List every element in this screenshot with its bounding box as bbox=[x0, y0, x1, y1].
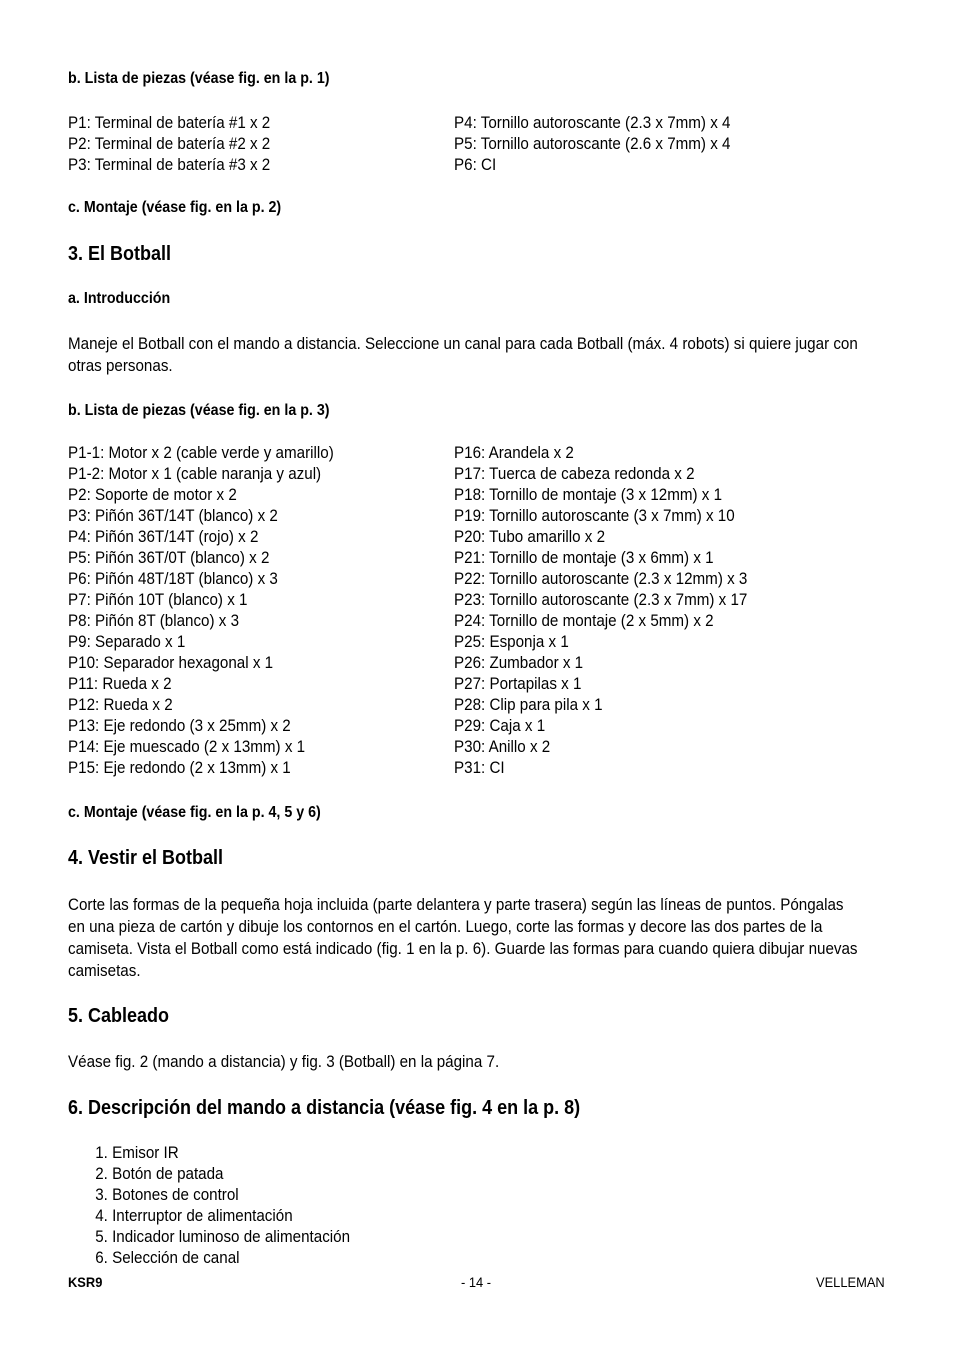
list-item: P16: Arandela x 2 bbox=[454, 444, 574, 462]
parts-list-heading-1: b. Lista de piezas (véase fig. en la p. 1) bbox=[68, 70, 330, 87]
list-item: 1. Emisor IR bbox=[112, 1143, 350, 1164]
list-item: 3. Botones de control bbox=[112, 1185, 350, 1206]
footer-brand: VELLEMAN bbox=[816, 1274, 885, 1290]
wiring-paragraph: Véase fig. 2 (mando a distancia) y fig. 3 (Botball) en la página 7. bbox=[68, 1053, 500, 1071]
list-item: P5: Tornillo autoroscante (2.6 x 7mm) x 4 bbox=[454, 135, 731, 153]
list-item: P29: Caja x 1 bbox=[454, 717, 546, 735]
list-item: 6. Selección de canal bbox=[112, 1248, 350, 1269]
list-item: 2. Botón de patada bbox=[112, 1164, 350, 1185]
list-item: P15: Eje redondo (2 x 13mm) x 1 bbox=[68, 759, 291, 777]
list-item: P24: Tornillo de montaje (2 x 5mm) x 2 bbox=[454, 612, 714, 630]
list-item: P1-2: Motor x 1 (cable naranja y azul) bbox=[68, 465, 322, 483]
list-item: P19: Tornillo autoroscante (3 x 7mm) x 10 bbox=[454, 507, 735, 525]
list-item: P2: Soporte de motor x 2 bbox=[68, 486, 237, 504]
list-item: P3: Piñón 36T/14T (blanco) x 2 bbox=[68, 507, 278, 525]
list-item: P14: Eje muescado (2 x 13mm) x 1 bbox=[68, 738, 306, 756]
intro-heading: a. Introducción bbox=[68, 290, 171, 307]
list-item: P21: Tornillo de montaje (3 x 6mm) x 1 bbox=[454, 549, 714, 567]
dress-paragraph: Corte las formas de la pequeña hoja incluida (parte delantera y parte trasera) según las líneas de puntos. Póngalas en una pieza de cartón y dibuje los contornos en el cartón. Luego, corte las formas y decore las dos partes de la camiseta. Vista el Botball como está indicado (fig. 1 en la p. 6). Guarde las formas para cuando quiera dibujar nuevas camisetas. bbox=[68, 896, 858, 980]
list-item: P22: Tornillo autoroscante (2.3 x 12mm) x 3 bbox=[454, 570, 748, 588]
list-item: P18: Tornillo de montaje (3 x 12mm) x 1 bbox=[454, 486, 723, 504]
list-item: P3: Terminal de batería #3 x 2 bbox=[68, 156, 271, 174]
section-heading-dress: 4. Vestir el Botball bbox=[68, 847, 224, 869]
list-item: P13: Eje redondo (3 x 25mm) x 2 bbox=[68, 717, 291, 735]
footer-page-number: - 14 - bbox=[461, 1274, 492, 1290]
list-item: P6: CI bbox=[454, 156, 497, 174]
list-item: P11: Rueda x 2 bbox=[68, 675, 172, 693]
intro-paragraph: Maneje el Botball con el mando a distancia. Seleccione un canal para cada Botball (máx. 4 robots) si quiere jugar con otras personas. bbox=[68, 335, 858, 375]
parts-list-right-1 bbox=[454, 113, 730, 176]
list-item: P8: Piñón 8T (blanco) x 3 bbox=[68, 612, 240, 630]
list-item: P28: Clip para pila x 1 bbox=[454, 696, 603, 714]
section-heading-remote: 6. Descripción del mando a distancia (véase fig. 4 en la p. 8) bbox=[68, 1097, 581, 1119]
list-item: P1-1: Motor x 2 (cable verde y amarillo) bbox=[68, 444, 334, 462]
list-item: P1: Terminal de batería #1 x 2 bbox=[68, 114, 271, 132]
parts-list-heading-2: b. Lista de piezas (véase fig. en la p. 3) bbox=[68, 402, 330, 419]
list-item: P17: Tuerca de cabeza redonda x 2 bbox=[454, 465, 695, 483]
list-item: P4: Tornillo autoroscante (2.3 x 7mm) x 4 bbox=[454, 114, 731, 132]
parts-list-left-2 bbox=[68, 443, 334, 779]
list-item: P12: Rueda x 2 bbox=[68, 696, 173, 714]
footer-model: KSR9 bbox=[68, 1274, 103, 1290]
list-item: 5. Indicador luminoso de alimentación bbox=[112, 1227, 350, 1248]
list-item: P5: Piñón 36T/0T (blanco) x 2 bbox=[68, 549, 270, 567]
section-heading-wiring: 5. Cableado bbox=[68, 1005, 170, 1027]
list-item: P31: CI bbox=[454, 759, 505, 777]
list-item: P4: Piñón 36T/14T (rojo) x 2 bbox=[68, 528, 259, 546]
parts-list-left-1 bbox=[68, 113, 270, 176]
list-item: P9: Separado x 1 bbox=[68, 633, 186, 651]
list-item: P20: Tubo amarillo x 2 bbox=[454, 528, 606, 546]
list-item: P30: Anillo x 2 bbox=[454, 738, 551, 756]
assembly-heading-1: c. Montaje (véase fig. en la p. 2) bbox=[68, 199, 282, 216]
remote-parts-list bbox=[90, 1143, 350, 1269]
list-item: P23: Tornillo autoroscante (2.3 x 7mm) x 17 bbox=[454, 591, 748, 609]
assembly-heading-2: c. Montaje (véase fig. en la p. 4, 5 y 6) bbox=[68, 804, 321, 821]
list-item: P7: Piñón 10T (blanco) x 1 bbox=[68, 591, 248, 609]
list-item: 4. Interruptor de alimentación bbox=[112, 1206, 350, 1227]
list-item: P10: Separador hexagonal x 1 bbox=[68, 654, 274, 672]
list-item: P26: Zumbador x 1 bbox=[454, 654, 584, 672]
parts-list-right-2 bbox=[454, 443, 747, 779]
list-item: P25: Esponja x 1 bbox=[454, 633, 569, 651]
list-item: P27: Portapilas x 1 bbox=[454, 675, 582, 693]
list-item: P6: Piñón 48T/18T (blanco) x 3 bbox=[68, 570, 278, 588]
list-item: P2: Terminal de batería #2 x 2 bbox=[68, 135, 271, 153]
section-heading-botball: 3. El Botball bbox=[68, 243, 172, 265]
